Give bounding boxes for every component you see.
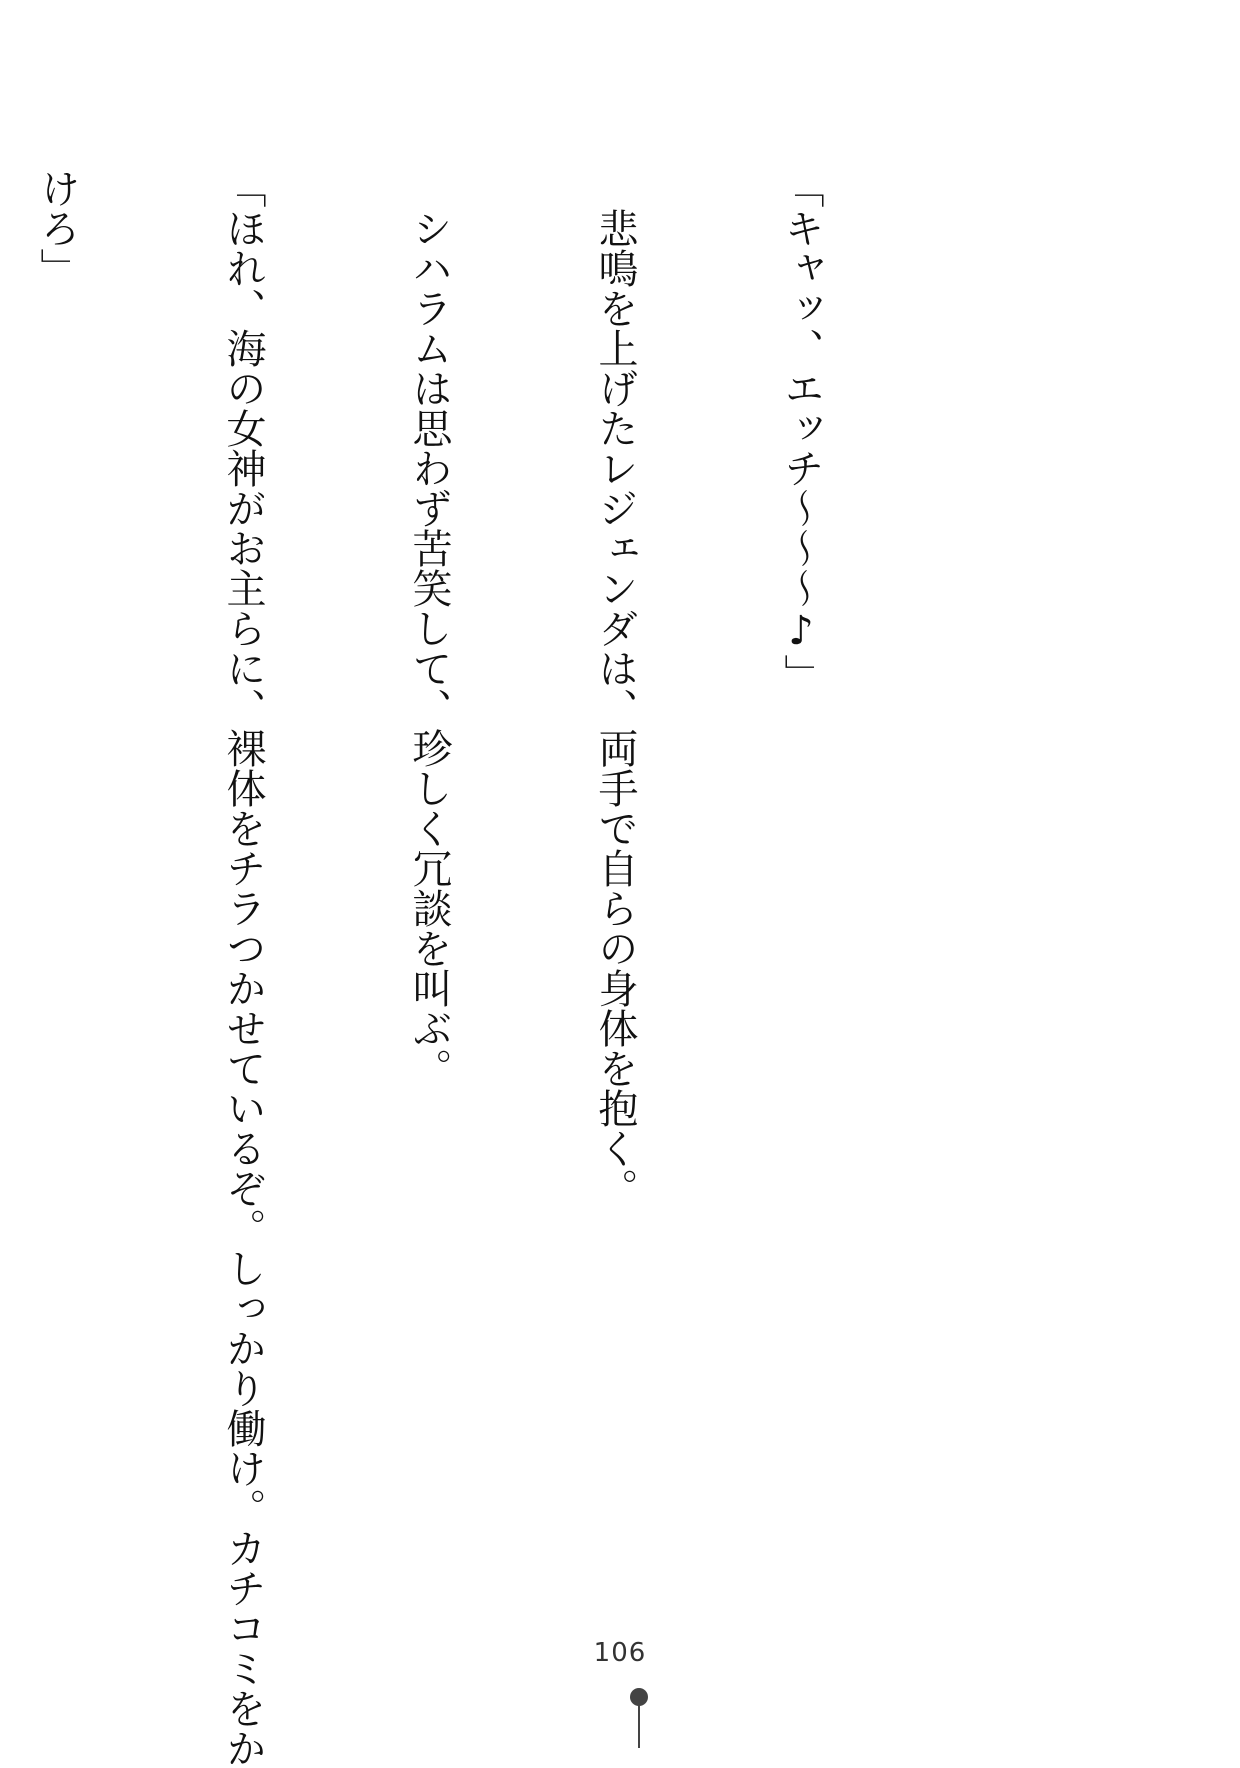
text-line-2: 悲鳴を上げたレジェンダは、両手で自らの身体を抱く。: [592, 168, 638, 1208]
text-line-1: 「キャッ、エッチ〜〜〜♪」: [778, 168, 824, 694]
page-marker-line: [638, 1704, 640, 1748]
text-line-4: 「ほれ、海の女神がお主らに、裸体をチラつかせているぞ。しっかり働け。カチコミをか: [220, 168, 266, 1768]
page-number: 106: [593, 1638, 647, 1668]
text-line-5: けろ」: [34, 168, 80, 288]
text-line-3: シハラムは思わず苦笑して、珍しく冗談を叫ぶ。: [406, 168, 452, 1088]
